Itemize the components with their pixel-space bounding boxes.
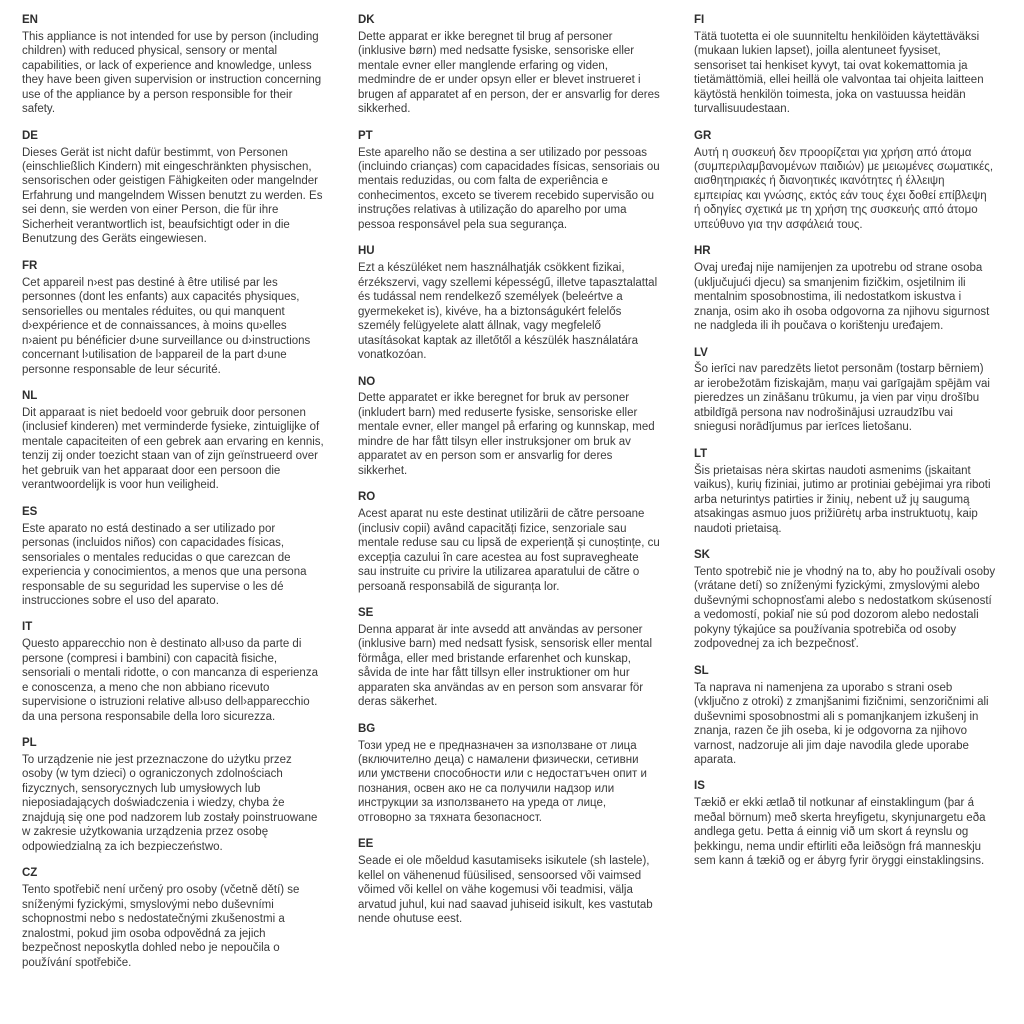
language-code: IS <box>694 780 705 793</box>
language-section-nl <box>22 390 324 493</box>
language-code: SK <box>694 549 710 562</box>
language-section-cz <box>22 867 324 970</box>
language-section-sl <box>694 665 996 768</box>
text-column-2 <box>358 14 660 1008</box>
language-section-fi <box>694 14 996 117</box>
language-code: SE <box>358 607 374 619</box>
language-section-no <box>358 376 660 479</box>
language-code: PL <box>22 737 37 750</box>
language-text: Šis prietaisas nėra skirtas naudoti asmenims (įskaitant vaikus), kurių fiziniai, jutimo ar protiniai gebėjimai yra riboti arba neturintys patirties ir žinių, nebent už jų saugumą atsakingas asmuo juos prižiūrėtų arba instruktuotų, kaip naudoti prietaisą. <box>694 464 991 535</box>
language-code: PT <box>358 129 373 142</box>
language-code: FI <box>694 14 705 26</box>
language-code: SL <box>694 664 709 677</box>
language-section-lt <box>694 448 996 536</box>
text-column-3 <box>694 14 996 1008</box>
language-code: GR <box>694 129 712 142</box>
language-section-ro <box>358 491 660 594</box>
language-text: Ezt a készüléket nem használhatják csökkent fizikai, érzékszervi, vagy szellemi képességű, illetve tapasztalattal és tudással nem rendelkező személyek (beleértve a gyermekeket is), kivéve, ha a biztonságukért felelős személy felügyelete alatt állnak, vagy megfelelő utasításokat kaptak az illetőtől a készülék használatára vonatkozóan. <box>358 262 658 362</box>
language-code: IT <box>22 621 33 634</box>
language-code: CZ <box>22 867 38 880</box>
language-text: Dit apparaat is niet bedoeld voor gebruik door personen (inclusief kinderen) met verminderde fysieke, zintuiglijke of mentale capaciteiten of een gebrek aan ervaring en kennis, tenzij zij onder toezicht staan van of zijn geïnstrueerd over het gebruik van het apparaat door een persoon die verantwoordelijk is voor hun veiligheid. <box>22 406 324 492</box>
language-text: Este aparelho não se destina a ser utilizado por pessoas (incluindo crianças) com capacidades físicas, sensoriais ou mentais reduzidas, ou com falta de experiência e conhecimentos, exceto se tiverem recebido supervisão ou instruções relativas à utilização do aparelho por uma pessoa responsável pela sua segurança. <box>358 146 660 231</box>
language-text: This appliance is not intended for use by person (including children) with reduced physical, sensory or mental capabilities, or lack of experience and knowledge, unless they have been given supervision or instruction concerning use of the appliance by a person responsible for their safety. <box>22 30 322 116</box>
language-text: Dette apparatet er ikke beregnet for bruk av personer (inkludert barn) med reduserte fysiske, sensoriske eller mentale evner, eller mangel på erfaring og kunnskap, med mindre de har fått tilsyn eller instruksjoner om bruk av apparatet av en person som er ansvarlig for deres sikkerhet. <box>358 392 655 477</box>
language-section-se <box>358 607 660 710</box>
language-section-lv <box>694 347 996 435</box>
language-text: Tento spotřebič není určený pro osoby (včetně dětí) se sníženými fyzickými, smyslovými nebo duševními schopnostmi nebo s nedostatečnými zkušenostmi a znalostmi, pokud jim osoba odpovědná za jejich bezpečnost neposkytla dohled nebo je nepoučila o používání spotřebiče. <box>22 884 300 969</box>
language-code: LT <box>694 447 708 460</box>
language-section-is <box>694 780 996 868</box>
language-section-ee <box>358 838 660 926</box>
language-section-it <box>22 621 324 724</box>
language-code: DE <box>22 129 38 142</box>
language-code: EN <box>22 14 38 26</box>
language-section-dk <box>358 14 660 117</box>
language-section-bg <box>358 723 660 826</box>
language-text: Ovaj uređaj nije namijenjen za upotrebu od strane osoba (uključujući djecu) sa smanjenim fizičkim, osjetilnim ili mentalnim sposobnostima, ili nedostatkom iskustva i znanja, osim ako ih osoba odgovorna za njihovu sigurnost ne nadgleda ili ih poučava o korištenju uređajem. <box>694 262 990 333</box>
language-section-fr <box>22 260 324 377</box>
language-text: Този уред не е предназначен за използване от лица (включително деца) с намалени физически, сетивни или умствени способности или с недостатъчен опит и познания, освен ако не са получили надзор или инструкции за използването на уреда от лице, отговорно за тяхната безопасност. <box>358 739 647 824</box>
language-section-es <box>22 506 324 609</box>
language-section-gr <box>694 130 996 233</box>
language-section-pt <box>358 130 660 233</box>
language-code: EE <box>358 838 374 851</box>
language-text: Dette apparat er ikke beregnet til brug af personer (inklusive børn) med nedsatte fysiske, sensoriske eller mentale evner eller manglende erfaring og viden, medmindre de er under opsyn eller er blevet instrueret i brugen af apparatet af en person, der er ansvarlig for deres sikkerhed. <box>358 30 660 116</box>
language-text: Ta naprava ni namenjena za uporabo s strani oseb (vključno z otroki) z zmanjšanimi fizičnimi, senzoričnimi ali duševnimi sposobnostmi ali s pomanjkanjem izkušenj in znanja, razen če jih oseba, ki je odgovorna za njihovo varnost, nadzoruje ali jim daje navodila glede uporabe aparata. <box>694 681 989 766</box>
language-section-de <box>22 130 324 247</box>
language-section-hr <box>694 245 996 333</box>
language-text: Tækið er ekki ætlað til notkunar af einstaklingum (þar á meðal börnum) með skerta hreyfigetu, skynjunargetu eða andlega getu. Þetta á einnig við um skort á reynslu og þekkingu, nema undir eftirliti eða leiðsögn frá manneskju sem kann á tækið og er ábyrg fyrir öryggi einstaklingsins. <box>694 797 986 868</box>
language-code: ES <box>22 505 38 518</box>
language-text: Tätä tuotetta ei ole suunniteltu henkilöiden käytettäväksi (mukaan lukien lapset), joilla alentuneet fyysiset, sensoriset tai henkiset kyvyt, tai ovat kokemattomia ja tietämättömiä, ellei heillä ole valvontaa tai ohjeita laitteen käytöstä henkilön toimesta, joka on vastuussa heidän turvallisuudestaan. <box>694 30 984 116</box>
language-text: Seade ei ole mõeldud kasutamiseks isikutele (sh lastele), kellel on vähenenud füüsilised, sensoorsed või vaimsed võimed või kellel on vähe kogemusi või teadmisi, välja arvatud juhul, kui nad saavad juhiseid isikult, kes vastutab nende ohutuse eest. <box>358 855 653 926</box>
language-code: NL <box>22 390 38 403</box>
language-section-sk <box>694 549 996 652</box>
language-section-pl <box>22 737 324 854</box>
language-text: Acest aparat nu este destinat utilizării de către persoane (inclusiv copii) având capacități fizice, senzoriale sau mentale reduse sau cu lipsă de experiență și cunoștințe, cu excepția cazului în care acestea au fost supravegheate sau instruite cu privire la utilizarea aparatului de către o persoană responsabilă de siguranța lor. <box>358 508 660 593</box>
language-text: Tento spotrebič nie je vhodný na to, aby ho používali osoby (vrátane detí) so zníženými fyzickými, zmyslovými alebo duševnými schopnosťami alebo s nedostatkom skúseností a vedomostí, pokiaľ nie sú pod dozorom alebo nedostali pokyny týkajúce sa používania spotrebiča od osoby zodpovednej za ich bezpečnosť. <box>694 565 996 651</box>
language-text: Questo apparecchio non è destinato all›uso da parte di persone (compresi i bambini) con capacità fisiche, sensoriali o mentali ridotte, o con mancanza di esperienza e conoscenza, a meno che non abbiano ricevuto supervisione o istruzioni relative all›uso dell›apparecchio da una persona responsabile della loro sicurezza. <box>22 638 318 723</box>
language-section-hu <box>358 245 660 362</box>
language-code: HR <box>694 245 711 258</box>
language-text: Denna apparat är inte avsedd att användas av personer (inklusive barn) med nedsatt fysisk, sensorisk eller mental förmåga, eller med bristande erfarenhet och kunskap, såvida de inte har fått tillsyn eller instruktioner om hur apparaten ska användas av en person som ansvarar för deras säkerhet. <box>358 623 653 709</box>
language-text: Dieses Gerät ist nicht dafür bestimmt, von Personen (einschließlich Kindern) mit eingeschränkten physischen, sensorischen oder geistigen Fähigkeiten oder mangelnder Erfahrung und mangelndem Wissen benutzt zu werden. Es sei denn, sie werden von einer Person, die für ihre Sicherheit verantwortlich ist, beaufsichtigt oder in die Benutzung des Geräts eingewiesen. <box>22 146 323 246</box>
language-code: BG <box>358 722 376 735</box>
language-code: NO <box>358 375 376 388</box>
language-code: LV <box>694 346 708 359</box>
language-code: FR <box>22 259 38 272</box>
language-text: Αυτή η συσκευή δεν προορίζεται για χρήση από άτομα (συμπεριλαμβανομένων παιδιών) με μειωμένες σωματικές, αισθητηριακές ή διανοητικές ικανότητες ή έλλειψη εμπειρίας και γνώσης, εκτός εάν τους έχει δοθεί επίβλεψη ή οδηγίες σχετικά με τη χρήση της συσκευής από άτομο υπεύθυνο για την ασφάλειά τους. <box>694 146 994 231</box>
language-text: To urządzenie nie jest przeznaczone do użytku przez osoby (w tym dzieci) o ograniczonych zdolnościach fizycznych, sensorycznych lub umysłowych lub nieposiadających doświadczenia i wiedzy, chyba że znajdują się one pod nadzorem lub zostały poinstruowane w zakresie użytkowania urządzenia przez osobę odpowiedzialną za ich bezpieczeństwo. <box>22 753 318 853</box>
language-text: Šo ierīci nav paredzēts lietot personām (tostarp bērniem) ar ierobežotām fiziskajām, maņu vai garīgajām spējām vai pieredzes un zināšanu trūkumu, ja vien par viņu drošību atbildīgā persona nav nodrošinājusi uzraudzību vai sniegusi norādījumus par ierīces lietošanu. <box>694 363 990 434</box>
text-column-1 <box>22 14 324 1008</box>
language-code: DK <box>358 14 375 26</box>
language-section-en <box>22 14 324 117</box>
language-text: Este aparato no está destinado a ser utilizado por personas (incluidos niños) con capacidades físicas, sensoriales o mentales reducidas o que carezcan de experiencia y conocimientos, a menos que una persona responsable de su seguridad les supervise o les dé instrucciones sobre el uso del aparato. <box>22 522 307 607</box>
language-text: Cet appareil n›est pas destiné à être utilisé par les personnes (dont les enfants) aux capacités physiques, sensorielles ou mentales réduites, ou qui manquent d›expérience et de connaissances, à moins qu›elles n›aient pu bénéficier d›une surveillance ou d›instructions concernant l›utilisation de l›appareil de la part d›une personne responsable de leur sécurité. <box>22 276 311 376</box>
language-code: HU <box>358 245 375 258</box>
language-code: RO <box>358 491 376 504</box>
